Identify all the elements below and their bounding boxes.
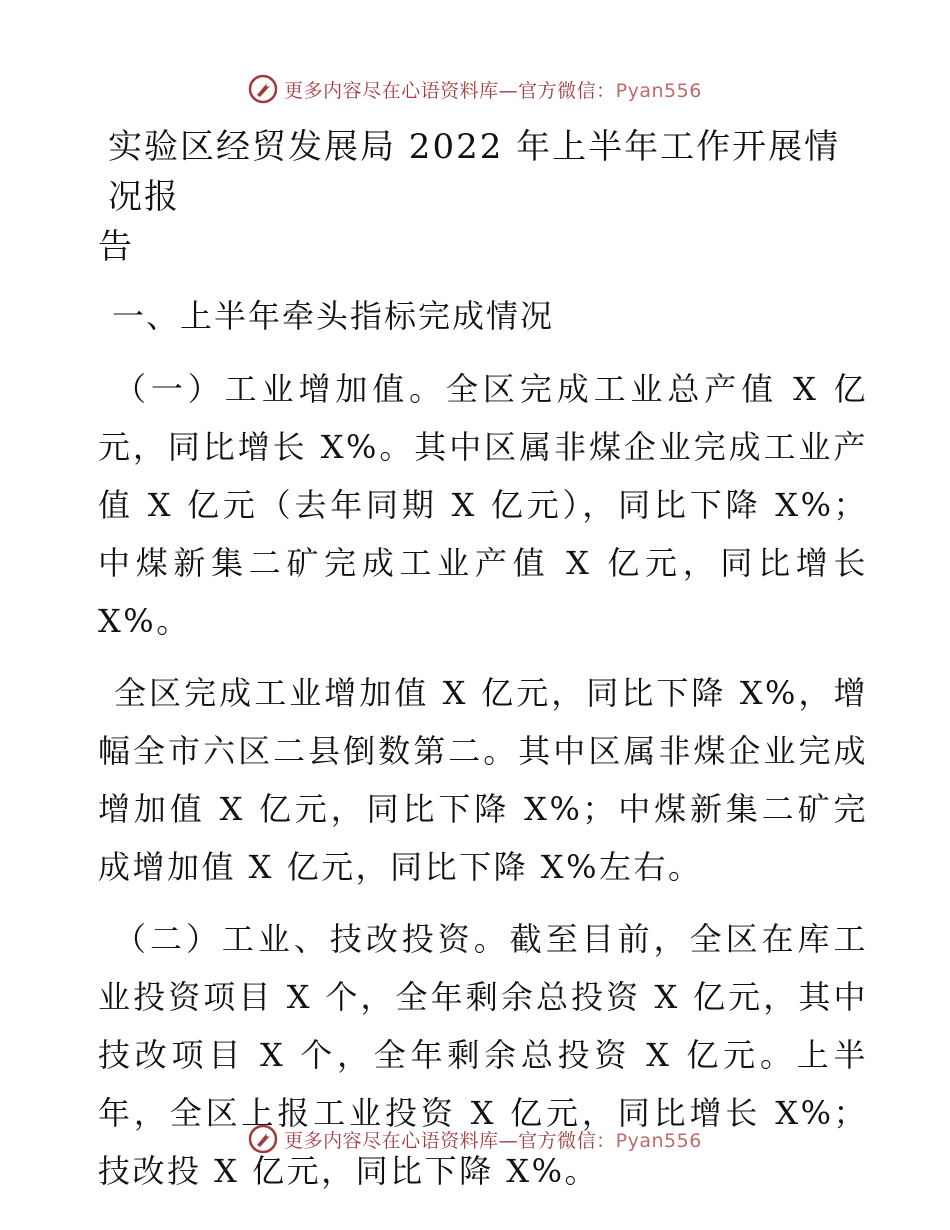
watermark-header <box>0 72 950 106</box>
watermark-label: 更多内容尽在心语资料库—官方微信： <box>284 1129 616 1152</box>
document-title <box>98 122 868 272</box>
watermark-contact: Pyan556 <box>615 1129 702 1152</box>
paragraph-value-added-detail: 全区完成工业增加值 X 亿元，同比下降 X%，增幅全市六区二县倒数第二。其中区属非煤企业完成增加值 X 亿元，同比下降 X%；中煤新集二矿完成增加值 X 亿元，同比下降 X%左右。 <box>98 674 868 886</box>
watermark-text <box>284 76 702 103</box>
watermark-label: 更多内容尽在心语资料库—官方微信： <box>284 79 616 102</box>
document-body <box>98 122 868 1214</box>
title-line-1: 实验区经贸发展局 2022 年上半年工作开展情况报 <box>108 127 841 217</box>
watermark-footer <box>0 1122 950 1156</box>
title-line-2: 告 <box>98 227 134 267</box>
pen-nib-circle-icon <box>248 1124 278 1154</box>
paragraph-industrial-value-added: （一）工业增加值。全区完成工业总产值 X 亿元，同比增长 X%。其中区属非煤企业完成工业产值 X 亿元（去年同期 X 亿元），同比下降 X%；中煤新集二矿完成工业产值 X 亿元，同比增长 X%。 <box>98 370 868 640</box>
watermark-text <box>284 1126 702 1153</box>
section-heading-1: 一、上半年牵头指标完成情况 <box>112 297 555 335</box>
paragraph-industrial-investment: （二）工业、技改投资。截至目前，全区在库工业投资项目 X 个，全年剩余总投资 X 亿元，其中技改项目 X 个，全年剩余总投资 X 亿元。上半年，全区上报工业投资 X 亿元，同比增长 X%；技改投 X 亿元，同比下降 X%。 <box>98 920 868 1190</box>
watermark-contact: Pyan556 <box>615 79 702 102</box>
pen-nib-circle-icon <box>248 74 278 104</box>
